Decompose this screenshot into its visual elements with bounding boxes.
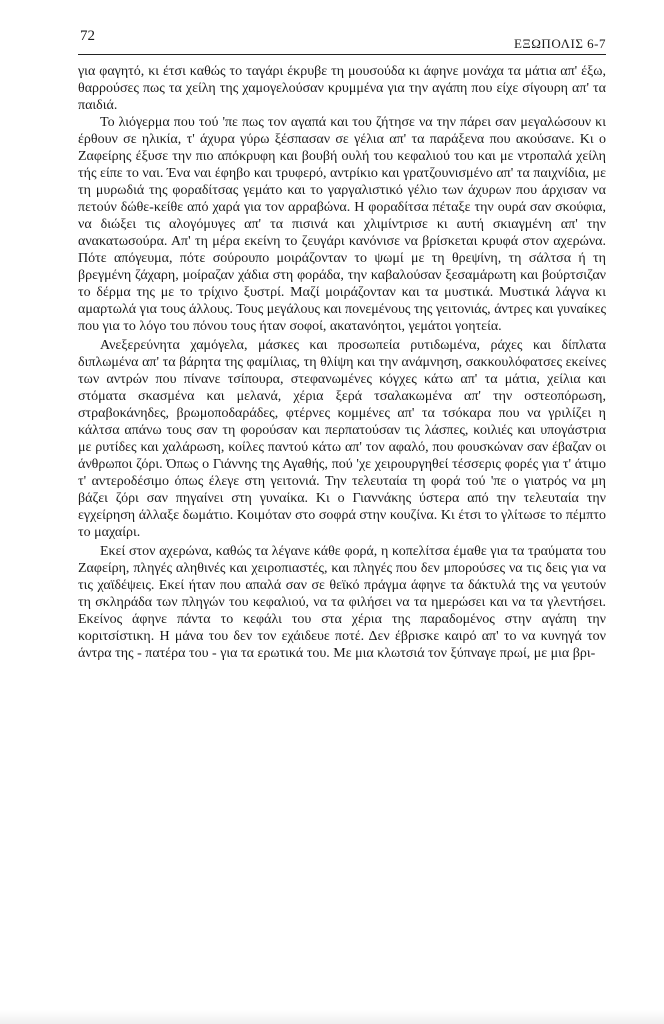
paragraph: Το λιόγερμα που τού 'πε πως τον αγαπά και του ζήτησε να την πάρει σαν μεγαλώσουν κι έρθουν σε ηλικία, τ' άχυρα γύρω ξέσπασαν σε γέλια απ' τα παράξενα που ακούσανε. Κι ο Ζαφείρης έξυσε την πιο απόκρυφη και βουβή ουλή του κεφαλιού του και με ντροπαλά χείλη τής είπε το ναι. Ένα ναι έφηβο και τρυφερό, αντρίκιο και γρατζουνισμένο απ' τα παιχνίδια, με τη μυρωδιά της φοραδίτσας γεμάτο και το γαργαλιστικό γέλιο των άχυρων που άρχισαν να πετούν δώθε-κείθε από χαρά για τον αρραβώνα. Η φοραδίτσα πέταξε την ουρά σαν σκούφια, να διώξει τις αλογόμυγες απ' τα πισινά και χλιμίντρισε κι αυτή σκιαγμένη απ' την ανακατωσούρα. Απ' τη μέρα εκείνη το ζευγάρι κανόνισε να βρίσκεται κρυφά στον αχερώνα. Πότε απόγευμα, πότε σούρουπο μοιράζονταν το ψωμί με τη θρεψίνη, τη σάλτσα ή τη βρεγμένη ζάχαρη, μοίραζαν χάδια στη φοράδα, την καβαλούσαν ξεσαμάρωτη και βούρτσιζαν το δέρμα της με το τρίχινο ξυστρί. Μαζί μοιράζονταν και τα μυστικά. Μυστικά λάγνα κι αμαρτωλά για τους άλλους. Τους μεγάλους και πονεμένους της γειτονιάς, άντρες και γυναίκες που για το λόγο του πόνου τους ήταν σοφοί, ακατανόητοι, γεμάτοι γοητεία. <box>78 115 606 334</box>
running-head: ΕΞΩΠΟΛΙΣ 6-7 <box>513 36 606 51</box>
paragraph: Ανεξερεύνητα χαμόγελα, μάσκες και προσωπεία ρυτιδωμένα, ράχες και δίπλατα διπλωμένα απ' τα βάρητα της φαμίλιας, τη θλίψη και την ανάμνηση, σακκουλόφατσες εκείνες των αντρών που πίνανε τσίπουρα, στεφανωμένες κόγχες κάτω απ' τα μάτια, χείλια και στόματα σκασμένα και μελανά, χέρια ξερά τσαλακωμένα απ' την οστεοπόρωση, στραβοκάνηδες, βρωμοποδαράδες, φτέρνες κομμένες απ' τα τσόκαρα που να γριλίζει η κάλτσα απάνω τους σαν τη φορούσαν και περπατούσαν τις λάσπες, κοιλιές και υπογάστρια με ρυτίδες και χαλάρωση, κοίλες παντού κάτω απ' τον αφαλό, που φουσκώναν σαν έβαζαν οι άνθρωποι ζόρι. Όπως ο Γιάννης της Αγαθής, πού 'χε χειρουργηθεί τέσσερις φορές για τ' άτιμο τ' αντεροδέσιμο όπως έλεγε στη γειτονιά. Την τελευταία τη φορά τού 'πε ο γιατρός να μη βάζει ζόρι σαν πηγαίνει στη γυναίκα. Κι ο Γιαννάκης ύστερα από την τελευταία την εγχείρηση άλλαξε δωμάτιο. Κοιμόταν στο σοφρά στην κουζίνα. Κι έτσι το γλίτωσε το πέμπτο το μαχαίρι. <box>78 338 606 540</box>
paragraph: Εκεί στον αχερώνα, καθώς τα λέγανε κάθε φορά, η κοπελίτσα έμαθε για τα τραύματα του Ζαφείρη, πληγές αληθινές και χειροπιαστές, και πληγές που δεν μπορούσες να τις δεις για να τις χαϊδέψεις. Εκεί ήταν που απαλά σαν σε θεϊκό πράγμα άφηνε τα δάκτυλά της να γευτούν τη σκληράδα των πληγών του κεφαλιού, να τα φιλήσει να τα ημερώσει και να τα γλεντήσει. Εκείνος άφηνε πάντα το κεφάλι του στα χέρια της παραδομένος στην αγάπη την κοριτσίστικη. Η μάνα του δεν τον εχάιδευε ποτέ. Δεν έβρισκε καιρό απ' το να κυνηγά τον άντρα της - πατέρα του - για τα ερωτικά του. Με μια κλωτσιά τον ξύπναγε πρωί, με μια βρι- <box>78 544 606 661</box>
paragraph: για φαγητό, κι έτσι καθώς το ταγάρι έκρυβε τη μουσούδα κι άφηνε μονάχα τα μάτια απ' έξω, θαρρούσες πως τα χείλη της χαμογελούσαν κρυμμένα για την αγάπη που είχε σίγουρη απ' τα παιδιά. <box>78 64 606 113</box>
book-page <box>78 28 606 662</box>
page-edge-shadow <box>0 1010 664 1024</box>
body-text <box>78 63 606 662</box>
page-header <box>78 28 606 55</box>
page-number: 72 <box>80 28 95 44</box>
